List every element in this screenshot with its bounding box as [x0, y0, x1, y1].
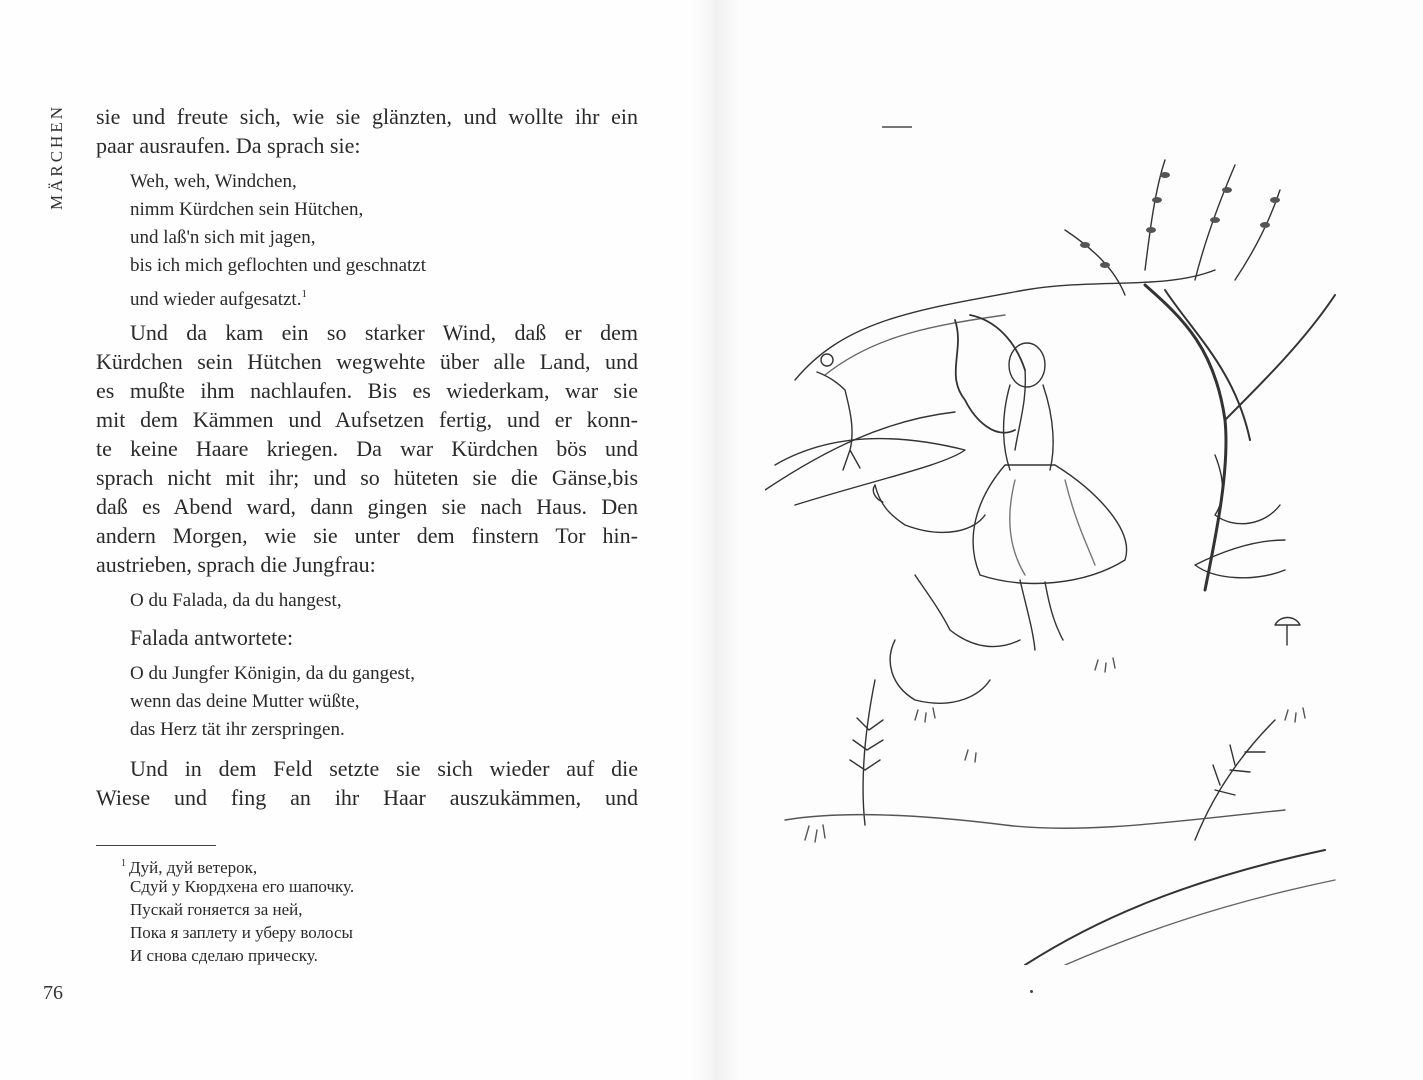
print-speck [1030, 990, 1033, 993]
text-line: Wiese und fing an ihr Haar auszukämmen, und [96, 785, 638, 810]
verse-line: bis ich mich geflochten und geschnatzt [130, 255, 426, 276]
text-line: es mußte ihm nachlaufen. Bis es wiederkam, war sie [96, 378, 638, 403]
footnote [121, 852, 355, 967]
girl-head [1009, 343, 1045, 387]
text-line: Und da kam ein so starker Wind, daß er dem [130, 320, 638, 345]
girl-dress [973, 465, 1126, 583]
main-text [96, 102, 638, 812]
print-speck [882, 126, 912, 128]
page-number: 76 [43, 982, 63, 1004]
verse-stanza [96, 660, 638, 744]
text-line: mit dem Kämmen und Aufsetzen fertig, und er konn- [96, 407, 638, 432]
girl-body [1004, 385, 1010, 470]
fern [863, 680, 875, 825]
rock-overhang [795, 270, 1215, 380]
verse-line: Weh, weh, Windchen, [130, 171, 297, 192]
log [1025, 850, 1325, 965]
verse-line: wenn das deine Mutter wüßte, [130, 691, 360, 712]
mushroom [1275, 618, 1300, 646]
fern [1195, 720, 1275, 840]
verse-line-text: und wieder aufgesatzt. [130, 289, 302, 310]
text-line: austrieben, sprach die Jungfrau: [96, 552, 376, 577]
footnote-line: Пускай гоняется за ней, [130, 900, 303, 919]
verse-stanza [96, 168, 638, 308]
path-line [775, 439, 965, 505]
footnote-number: 1 [121, 858, 126, 869]
text-line: Kürdchen sein Hütchen wegwehte über alle Land, und [96, 349, 638, 374]
goose [875, 485, 985, 532]
verse-line: O du Jungfer Königin, da du gangest, [130, 663, 415, 684]
text-line: sprach nicht mit ihr; und so hüteten sie die Gänse,bis [96, 465, 638, 490]
footnote-rule [96, 845, 216, 846]
text-line: Und in dem Feld setzte sie sich wieder auf die [130, 756, 638, 781]
sprig [1235, 190, 1280, 280]
verse-line [96, 280, 638, 308]
footnote-line: Пока я заплету и уберу волосы [130, 923, 353, 942]
text-line: te keine Haare kriegen. Da war Kürdchen bös und [96, 436, 638, 461]
footnote-reference: 1 [301, 288, 307, 300]
goose [1195, 540, 1285, 578]
hill-line [765, 412, 955, 490]
text-line: Falada antwortete: [130, 625, 294, 650]
footnote-line-text: Дуй, дуй ветерок, [129, 858, 258, 877]
text-line: paar ausraufen. Da sprach sie: [96, 133, 361, 158]
footnote-line: Сдуй у Кюрдхена его шапочку. [130, 877, 355, 896]
book-gutter [690, 0, 740, 1080]
goose [915, 575, 1020, 647]
illustration-goose-girl [765, 120, 1360, 965]
verse-line: und laß'n sich mit jagen, [130, 227, 316, 248]
text-line: sie und freute sich, wie sie glänzten, und wollte ihr ein [96, 104, 638, 129]
text-line: andern Morgen, wie sie unter dem finstern Tor hin- [96, 523, 638, 548]
footnote-line: И снова сделаю прическу. [130, 946, 318, 965]
running-head: MÄRCHEN [47, 104, 66, 211]
goose [890, 640, 990, 703]
verse-line: nimm Kürdchen sein Hütchen, [130, 199, 364, 220]
tree-trunk [1145, 285, 1226, 590]
footnote-line [121, 852, 354, 877]
verse-line: O du Falada, da du hangest, [130, 590, 342, 611]
text-line: daß es Abend ward, dann gingen sie nach Haus. Den [96, 494, 638, 519]
verse-line: das Herz tät ihr zerspringen. [130, 719, 345, 740]
